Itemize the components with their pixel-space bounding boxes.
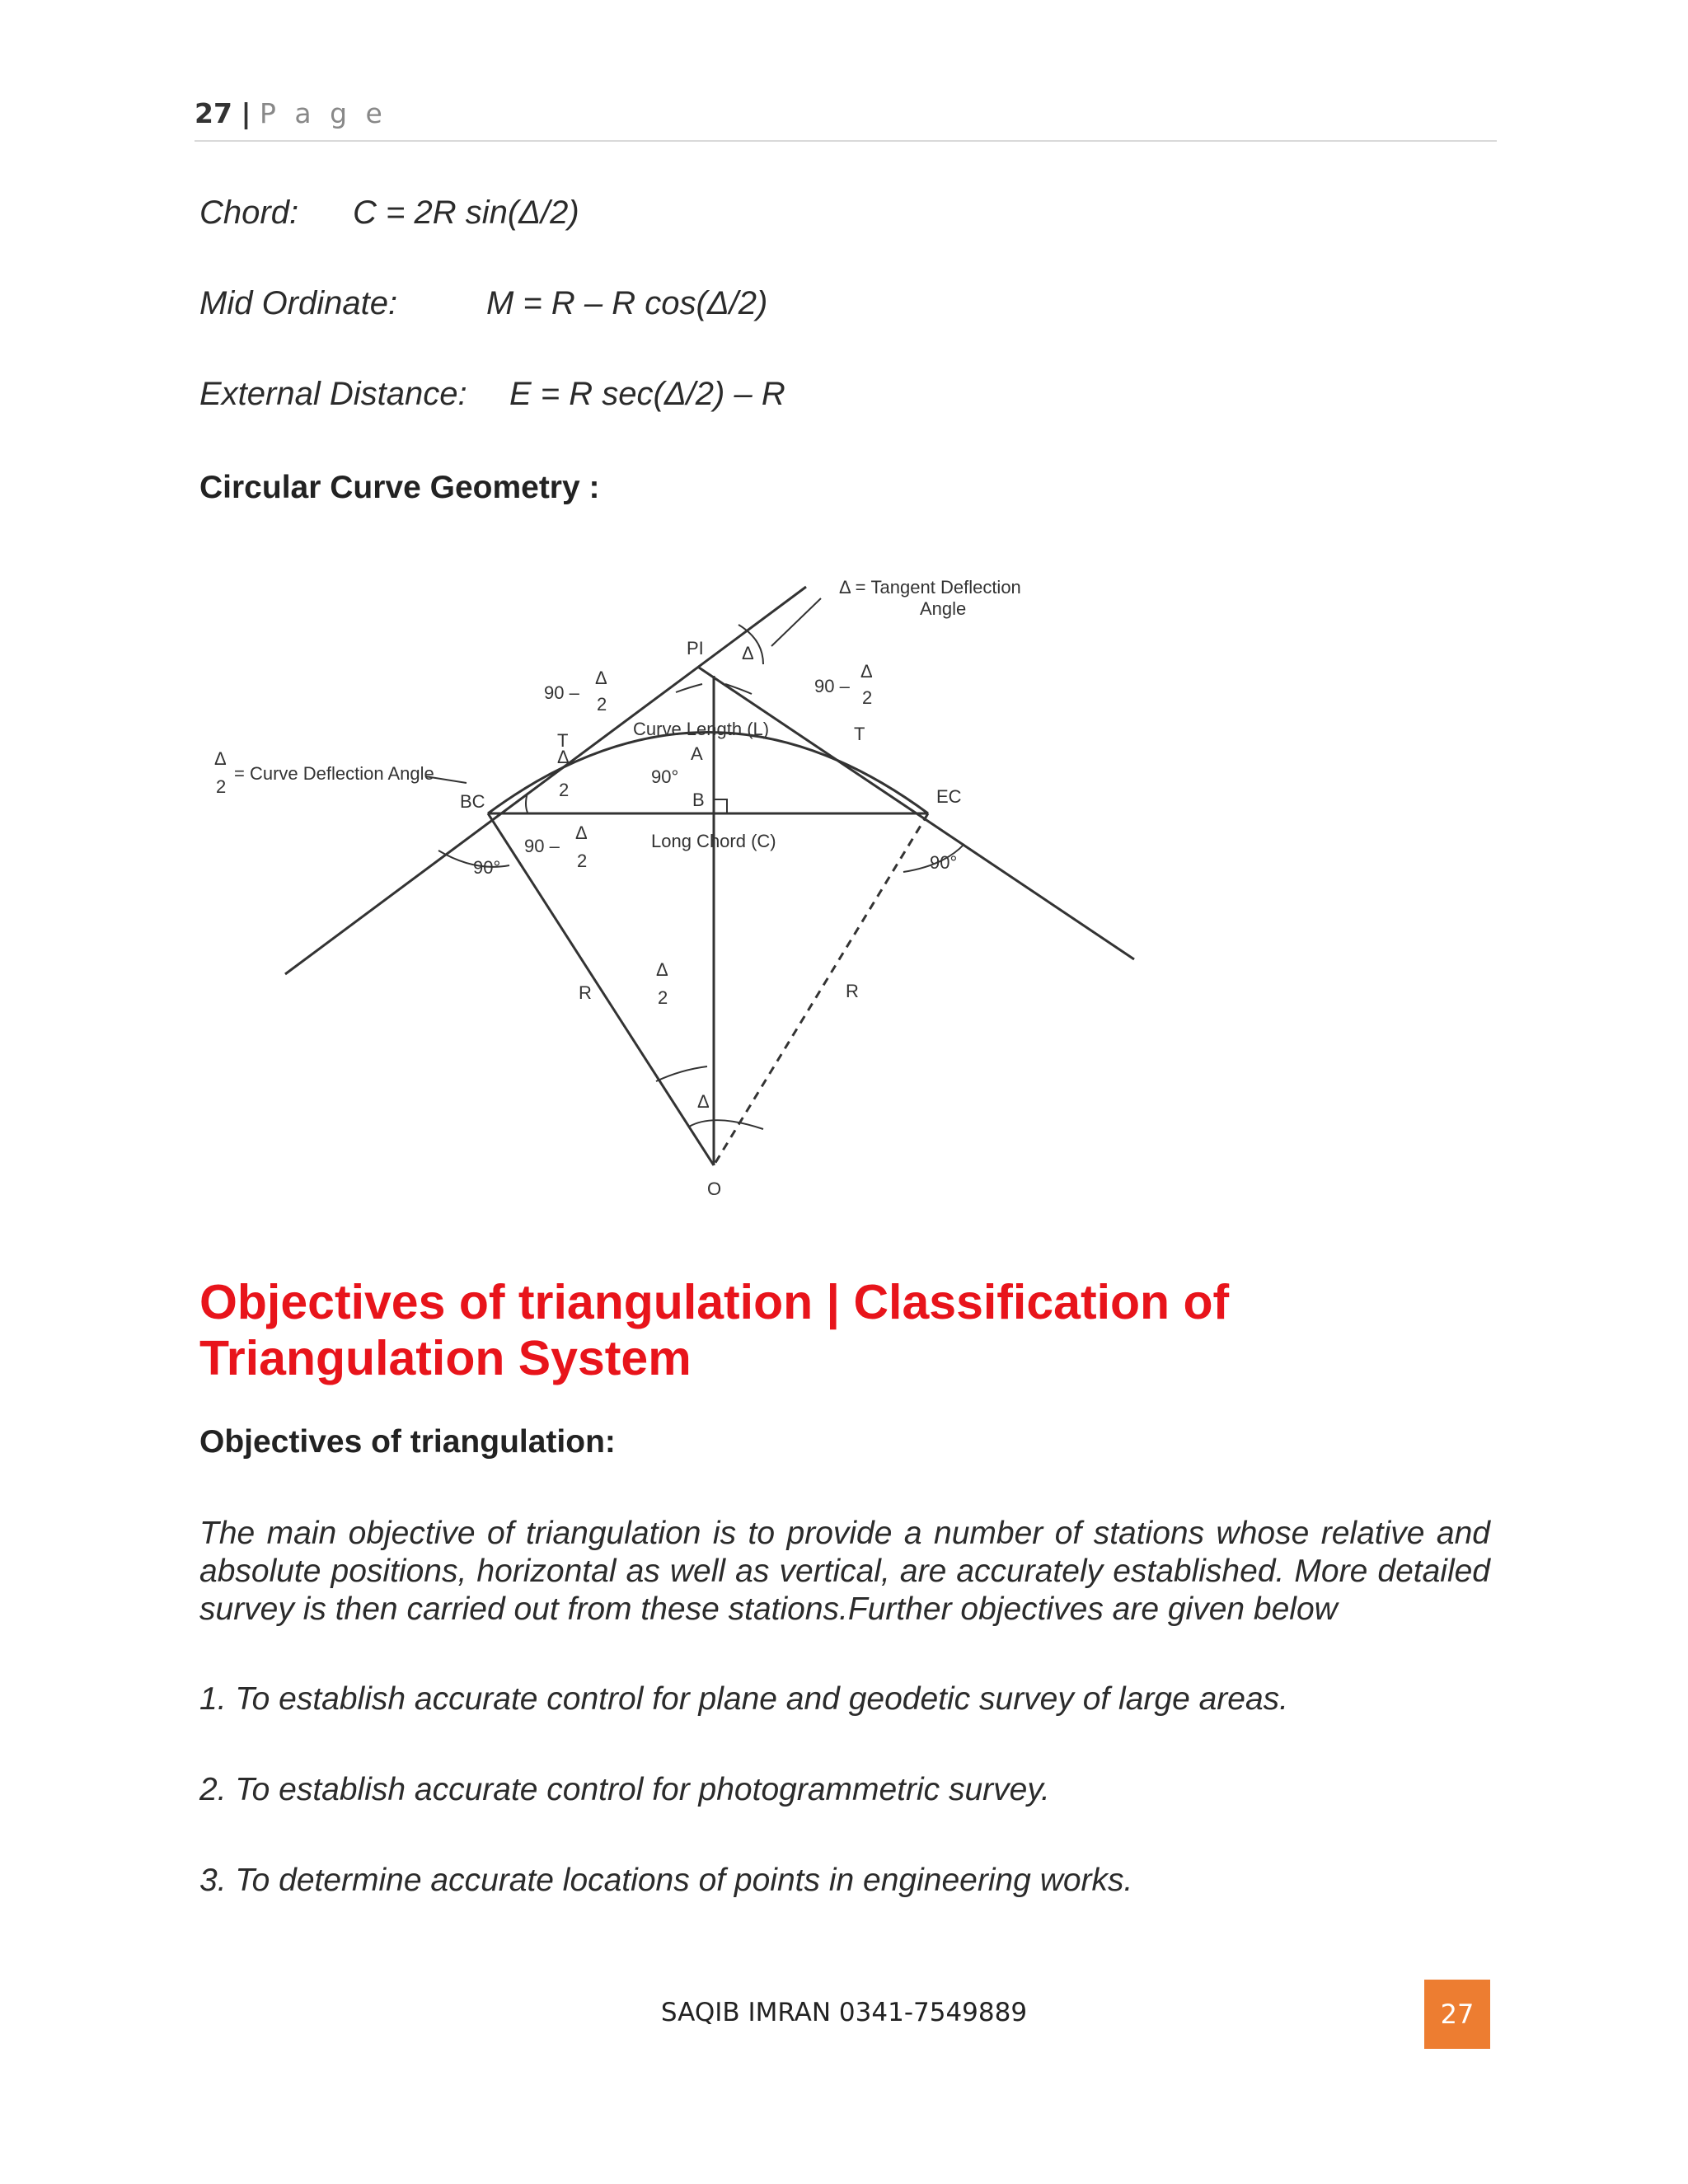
section-title: Objectives of triangulation | Classification of Triangulation System <box>199 1275 1230 1385</box>
label-half-num-left: Δ <box>595 668 607 688</box>
label-ninety-minus-below: 90 – <box>524 836 560 856</box>
list-item: 1. To establish accurate control for plane and geodetic survey of large areas. <box>199 1681 1289 1717</box>
label-deg90-bc: 90° <box>473 857 501 878</box>
formula-label: External Distance: <box>199 376 467 412</box>
label-tangent-deflection-angle: Angle <box>920 598 967 619</box>
label-o: O <box>707 1179 722 1199</box>
formula-mid-ordinate <box>199 285 767 322</box>
angle-arc-pi-left <box>676 684 702 692</box>
list-item: 2. To establish accurate control for photogrammetric survey. <box>199 1772 1050 1807</box>
label-ec: EC <box>936 786 962 807</box>
label-curve-deflection-den: 2 <box>216 776 227 797</box>
formula-label: Chord: <box>199 194 299 231</box>
label-half-num-center: Δ <box>656 959 668 980</box>
label-t-left: T <box>557 730 569 751</box>
label-curve-deflection: = Curve Deflection Angle <box>234 763 434 784</box>
label-r-left: R <box>579 982 592 1003</box>
header-page-number: 27 <box>195 97 232 129</box>
objective-paragraph: The main objective of triangulation is to provide a number of stations whose relative and absolute positions, horizontal as well as vertical, are accurately established. More detailed survey is then carried out from these stations.Further objectives are given below <box>199 1516 1490 1627</box>
geometry-heading: Circular Curve Geometry : <box>199 470 600 505</box>
label-half-den-center: 2 <box>658 987 668 1008</box>
formula-external-distance <box>199 376 785 413</box>
label-tangent-deflection: Δ = Tangent Deflection <box>839 577 1021 598</box>
formula-expression: M = R – R cos(Δ/2) <box>486 285 768 321</box>
label-bc: BC <box>460 791 485 812</box>
curve-arc <box>488 733 928 814</box>
label-deg90-a: 90° <box>651 766 679 787</box>
label-delta-center: Δ <box>697 1091 710 1112</box>
label-delta-pi: Δ <box>742 643 754 663</box>
radius-line-right <box>714 813 928 1165</box>
label-ninety-minus-right: 90 – <box>814 676 850 696</box>
label-pi: PI <box>687 638 704 658</box>
label-half-den-bc: 2 <box>559 780 570 800</box>
label-half-den-left: 2 <box>597 694 607 715</box>
right-angle-b <box>714 799 727 813</box>
label-half-num-right: Δ <box>860 661 873 682</box>
label-half-den-right: 2 <box>862 687 873 708</box>
label-half-num-below: Δ <box>575 823 588 843</box>
angle-arc-half-delta <box>656 1066 707 1081</box>
label-a: A <box>691 743 703 764</box>
formula-chord <box>199 194 579 232</box>
label-curve-deflection-num: Δ <box>214 748 227 769</box>
circular-curve-diagram <box>195 560 1151 1220</box>
footer-author: SAQIB IMRAN 0341-7549889 <box>660 1998 1028 2027</box>
label-r-right: R <box>846 981 859 1001</box>
label-half-num-bc: Δ <box>557 747 570 767</box>
label-long-chord: Long Chord (C) <box>651 831 776 851</box>
radius-line-left <box>488 813 714 1165</box>
label-deg90-ec: 90° <box>930 852 958 873</box>
angle-arc-bc-deflection <box>526 793 528 813</box>
header-separator: | <box>241 97 251 129</box>
sub-heading: Objectives of triangulation: <box>199 1424 616 1460</box>
page-header <box>195 97 1497 142</box>
label-b: B <box>692 790 705 810</box>
label-half-den-below: 2 <box>577 851 588 871</box>
list-item: 3. To determine accurate locations of points in engineering works. <box>199 1863 1133 1898</box>
formula-expression: E = R sec(Δ/2) – R <box>509 376 785 412</box>
angle-arc-center <box>689 1120 763 1129</box>
formula-expression: C = 2R sin(Δ/2) <box>353 194 579 231</box>
label-t-right: T <box>854 724 865 744</box>
header-page-word: P a g e <box>260 97 387 129</box>
formula-label: Mid Ordinate: <box>199 285 398 321</box>
label-ninety-minus-left: 90 – <box>544 682 579 703</box>
label-curve-length: Curve Length (L) <box>633 719 770 739</box>
footer-page-number-box: 27 <box>1424 1980 1490 2049</box>
